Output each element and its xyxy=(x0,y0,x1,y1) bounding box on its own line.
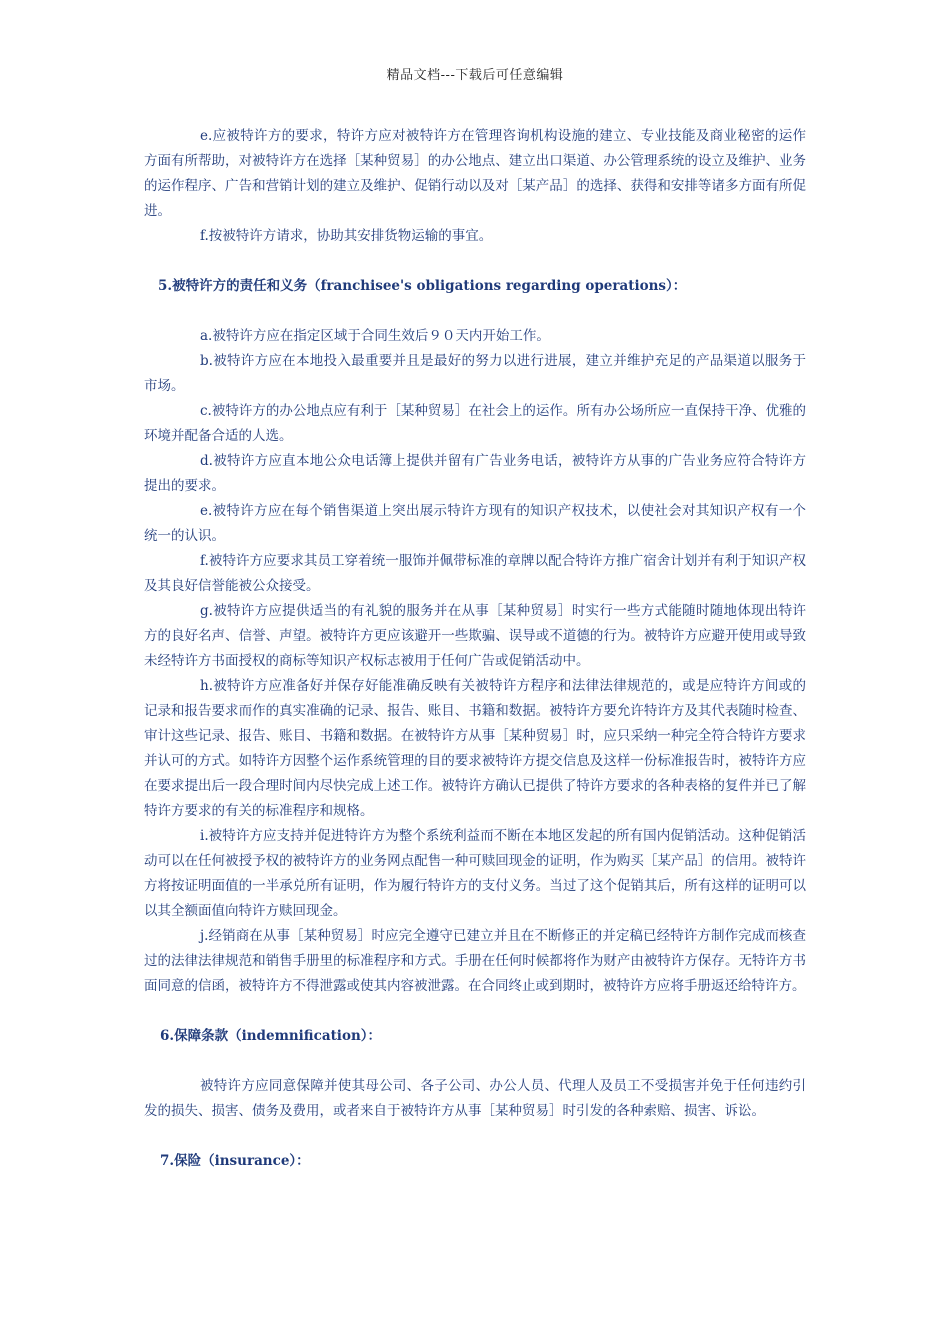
paragraph-5i: i.被特许方应支持并促进特许方为整个系统利益而不断在本地区发起的所有国内促销活动。这种促销活动可以在任何被授予权的被特许方的业务网点配售一种可赎回现金的证明，作为购买［某产品］的信用。被特许方将按证明面值的一半承兑所有证明，作为履行特许方的支付义务。当过了这个促销其后，所有这样的证明可以以其全额面值向特许方赎回现金。 xyxy=(144,828,806,919)
paragraph-6: 被特许方应同意保障并使其母公司、各子公司、办公人员、代理人及员工不受损害并免于任何违约引发的损失、损害、债务及费用，或者来自于被特许方从事［某种贸易］时引发的各种索赔、损害、诉讼。 xyxy=(144,1078,806,1119)
paragraph-5f: f.被特许方应要求其员工穿着统一服饰并佩带标准的章牌以配合特许方推广宿舍计划并有利于知识产权及其良好信誉能被公众接受。 xyxy=(144,553,806,594)
page-header: 精品文档---下载后可任意编辑 xyxy=(386,68,564,83)
paragraph-5j: j.经销商在从事［某种贸易］时应完全遵守已建立并且在不断修正的并定稿已经特许方制作完成而核查过的法律法律规范和销售手册里的标准程序和方式。手册在任何时候都将作为财产由被特许方保存。无特许方书面同意的信函，被特许方不得泄露或使其内容被泄露。在合同终止或到期时，被特许方应将手册返还给特许方。 xyxy=(144,928,806,994)
paragraph-5b: b.被特许方应在本地投入最重要并且是最好的努力以进行进展，建立并维护充足的产品渠道以服务于市场。 xyxy=(144,353,806,394)
document-body xyxy=(144,124,806,1174)
paragraph-5h: h.被特许方应准备好并保存好能准确反映有关被特许方程序和法律法律规范的，或是应特许方间或的记录和报告要求而作的真实准确的记录、报告、账目、书籍和数据。被特许方要允许特许方及其代表随时检查、审计这些记录、报告、账目、书籍和数据。在被特许方从事［某种贸易］时，应只采纳一种完全符合特许方要求并认可的方式。如特许方因整个运作系统管理的目的要求被特许方提交信息及这样一份标准报告时，被特许方应在要求提出后一段合理时间内尽快完成上述工作。被特许方确认已提供了特许方要求的各种表格的复件并已了解特许方要求的有关的标准程序和规格。 xyxy=(144,678,806,819)
paragraph-4f: f.按被特许方请求，协助其安排货物运输的事宜。 xyxy=(200,228,493,244)
paragraph-5g: g.被特许方应提供适当的有礼貌的服务并在从事［某种贸易］时实行一些方式能随时随地体现出特许方的良好名声、信誉、声望。被特许方更应该避开一些欺骗、误导或不道德的行为。被特许方应避开使用或导致未经特许方书面授权的商标等知识产权标志被用于任何广告或促销活动中。 xyxy=(144,603,806,669)
paragraph-5d: d.被特许方应直本地公众电话簿上提供并留有广告业务电话，被特许方从事的广告业务应符合特许方提出的要求。 xyxy=(144,453,806,494)
section-heading-6: 6.保障条款（indemnification）： xyxy=(160,1028,382,1044)
spacer xyxy=(144,299,806,324)
paragraph-5c: c.被特许方的办公地点应有利于［某种贸易］在社会上的运作。所有办公场所应一直保持干净、优雅的环境并配备合适的人选。 xyxy=(144,403,806,444)
section-heading-5: 5.被特许方的责任和义务（franchisee's obligations regarding operations）： xyxy=(158,278,687,294)
spacer xyxy=(144,1049,806,1074)
paragraph-4e: e.应被特许方的要求，特许方应对被特许方在管理咨询机构设施的建立、专业技能及商业秘密的运作方面有所帮助，对被特许方在选择［某种贸易］的办公地点、建立出口渠道、办公管理系统的设立及维护、业务的运作程序、广告和营销计划的建立及维护、促销行动以及对［某产品］的选择、获得和安排等诸多方面有所促进。 xyxy=(144,128,806,219)
section-heading-7: 7.保险（insurance）： xyxy=(160,1153,310,1169)
paragraph-5e: e.被特许方应在每个销售渠道上突出展示特许方现有的知识产权技术，以使社会对其知识产权有一个统一的认识。 xyxy=(144,503,806,544)
paragraph-5a: a.被特许方应在指定区域于合同生效后９０天内开始工作。 xyxy=(200,328,550,344)
